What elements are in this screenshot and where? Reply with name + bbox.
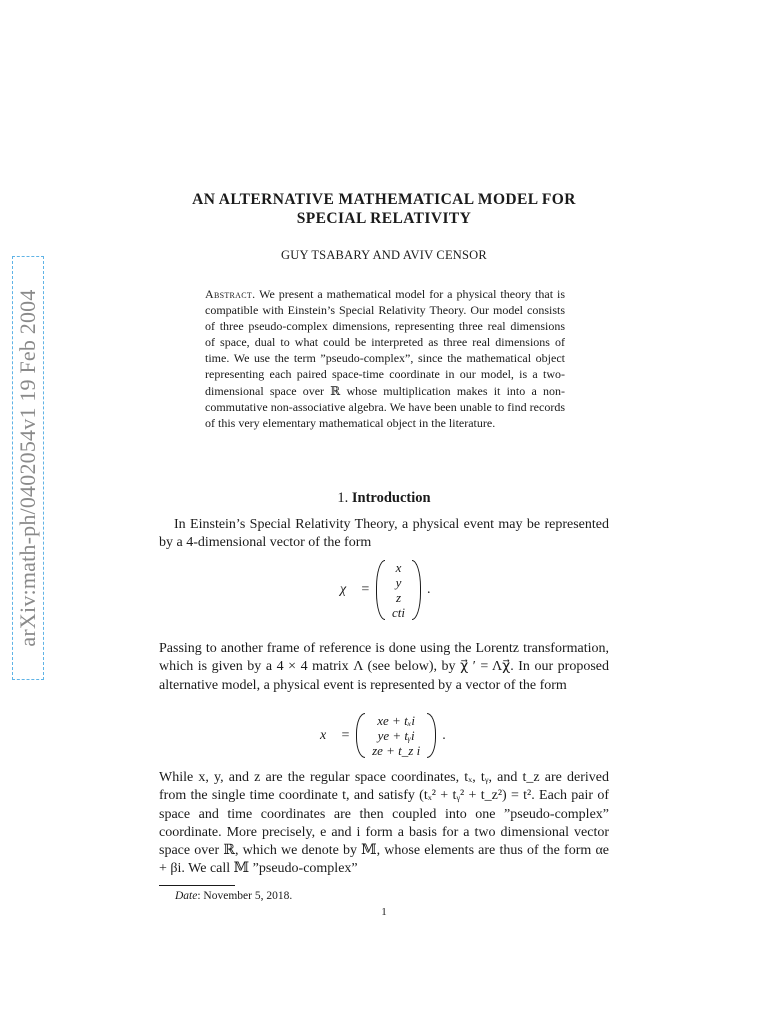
- vector-entry: y: [395, 575, 402, 590]
- title-line-2: SPECIAL RELATIVITY: [296, 210, 472, 227]
- equation-1-period: .: [427, 582, 431, 597]
- paragraph-3: While x, y, and z are the regular space coordinates, tₓ, tᵧ, and t_z are derived from the single time coordinate t, and satisfy (tₓ² + tᵧ² + t_z²) = t². Each pair of space and time coordinates are then coupled into one ”pseudo-complex” coordinate. More precisely, e and i form a basis for a two dimensional vector space over ℝ, which we denote by 𝕄, whose elements are thus of the form αe + βi. We call 𝕄 ”pseudo-complex”: [159, 770, 609, 877]
- page-number: 1: [381, 906, 387, 918]
- equation-2-period: .: [442, 727, 446, 743]
- vector-entry: x: [395, 560, 402, 575]
- equation-chi-vector: [340, 560, 431, 620]
- arxiv-identifier-stamp: [12, 256, 44, 680]
- paper-title: [150, 190, 618, 228]
- authors: GUY TSABARY AND AVIV CENSOR: [281, 248, 487, 262]
- footnote-rule: [159, 885, 235, 886]
- footnote-label: Date: [175, 890, 198, 902]
- section-name: Introduction: [351, 490, 431, 506]
- footnote: [175, 890, 292, 902]
- footnote-text: : November 5, 2018.: [197, 890, 293, 902]
- arxiv-identifier-text: arXiv:math-ph/0402054v1 19 Feb 2004: [15, 289, 40, 647]
- section-number: 1.: [337, 490, 349, 506]
- vector-entry: cti: [392, 605, 405, 620]
- section-heading: [150, 490, 618, 507]
- paragraph-1: In Einstein’s Special Relativity Theory, a physical event may be represented by a 4-dimensional vector of the form: [159, 517, 609, 551]
- abstract: [205, 286, 565, 431]
- column-vector-1: [376, 560, 421, 620]
- paragraph-2: Passing to another frame of reference is done using the Lorentz transformation, which is given by a 4 × 4 matrix Λ (see below), by χ⃗ ′ = Λχ⃗. In our proposed alternative model, a physical event is represented by a vector of the form: [159, 641, 609, 693]
- abstract-text: We present a mathematical model for a physical theory that is compatible with Einstein’s Special Relativity Theory. Our model consists of three pseudo-complex dimensions, representing three real dimensions of space, dual to what could be interpreted as three real dimensions of time. We use the term ”pseudo-complex”, since the mathematical object representing each paired space-time coordinate in our model, is a two-dimensional space over ℝ whose multiplication makes it into a non-commutative non-associative algebra. We have been unable to find records of this very elementary mathematical object in the literature.: [205, 287, 565, 430]
- vector-entry: ye + tᵧi: [377, 728, 415, 743]
- equation-2-lhs: x⃗ =: [320, 727, 351, 743]
- vector-entry: z: [395, 590, 402, 605]
- equation-1-lhs: χ⃗ =: [340, 582, 370, 597]
- vector-entry: ze + t_z i: [372, 743, 421, 758]
- vector-entry: xe + tₓi: [377, 713, 415, 728]
- column-vector-2: [356, 713, 436, 758]
- abstract-label: Abstract.: [205, 287, 256, 301]
- title-line-1: AN ALTERNATIVE MATHEMATICAL MODEL FOR: [192, 191, 576, 208]
- equation-x-vector: [320, 713, 446, 758]
